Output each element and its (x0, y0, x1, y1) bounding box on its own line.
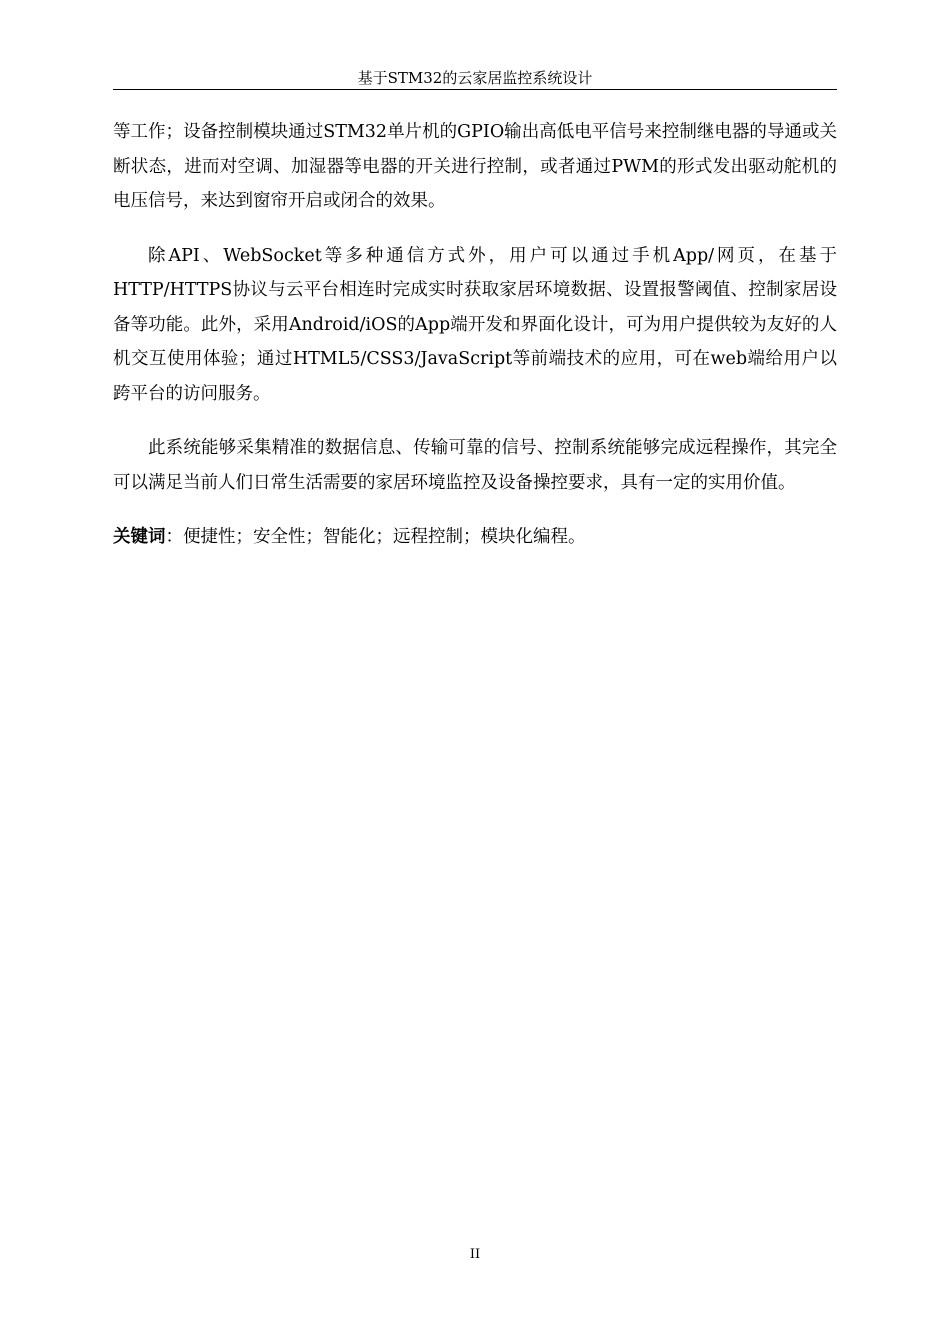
keywords-label: 关键词 (113, 527, 166, 547)
keywords-separator: ： (165, 527, 183, 547)
paragraph-continuation: 等工作；设备控制模块通过STM32单片机的GPIO输出高低电平信号来控制继电器的导通或关断状态，进而对空调、加湿器等电器的开关进行控制，或者通过PWM的形式发出驱动舵机的电压信号，来达到窗帘开启或闭合的效果。 (113, 122, 837, 211)
document-body (113, 115, 837, 555)
keywords-text: 便捷性；安全性；智能化；远程控制；模块化编程。 (183, 527, 586, 547)
page-header (113, 68, 837, 90)
paragraph-summary: 此系统能够采集精准的数据信息、传输可靠的信号、控制系统能够完成远程操作，其完全可以满足当前人们日常生活需要的家居环境监控及设备操控要求，具有一定的实用价值。 (113, 438, 837, 493)
header-title: 基于STM32的云家居监控系统设计 (357, 69, 593, 87)
keywords-line (113, 520, 837, 555)
page-number: II (469, 1247, 481, 1262)
paragraph-communication: 除API、WebSocket等多种通信方式外，用户可以通过手机App/网页，在基于HTTP/HTTPS协议与云平台相连时完成实时获取家居环境数据、设置报警阈值、控制家居设备等功能。此外，采用Android/iOS的App端开发和界面化设计，可为用户提供较为友好的人机交互使用体验；通过HTML5/CSS3/JavaScript等前端技术的应用，可在web端给用户以跨平台的访问服务。 (113, 245, 837, 404)
